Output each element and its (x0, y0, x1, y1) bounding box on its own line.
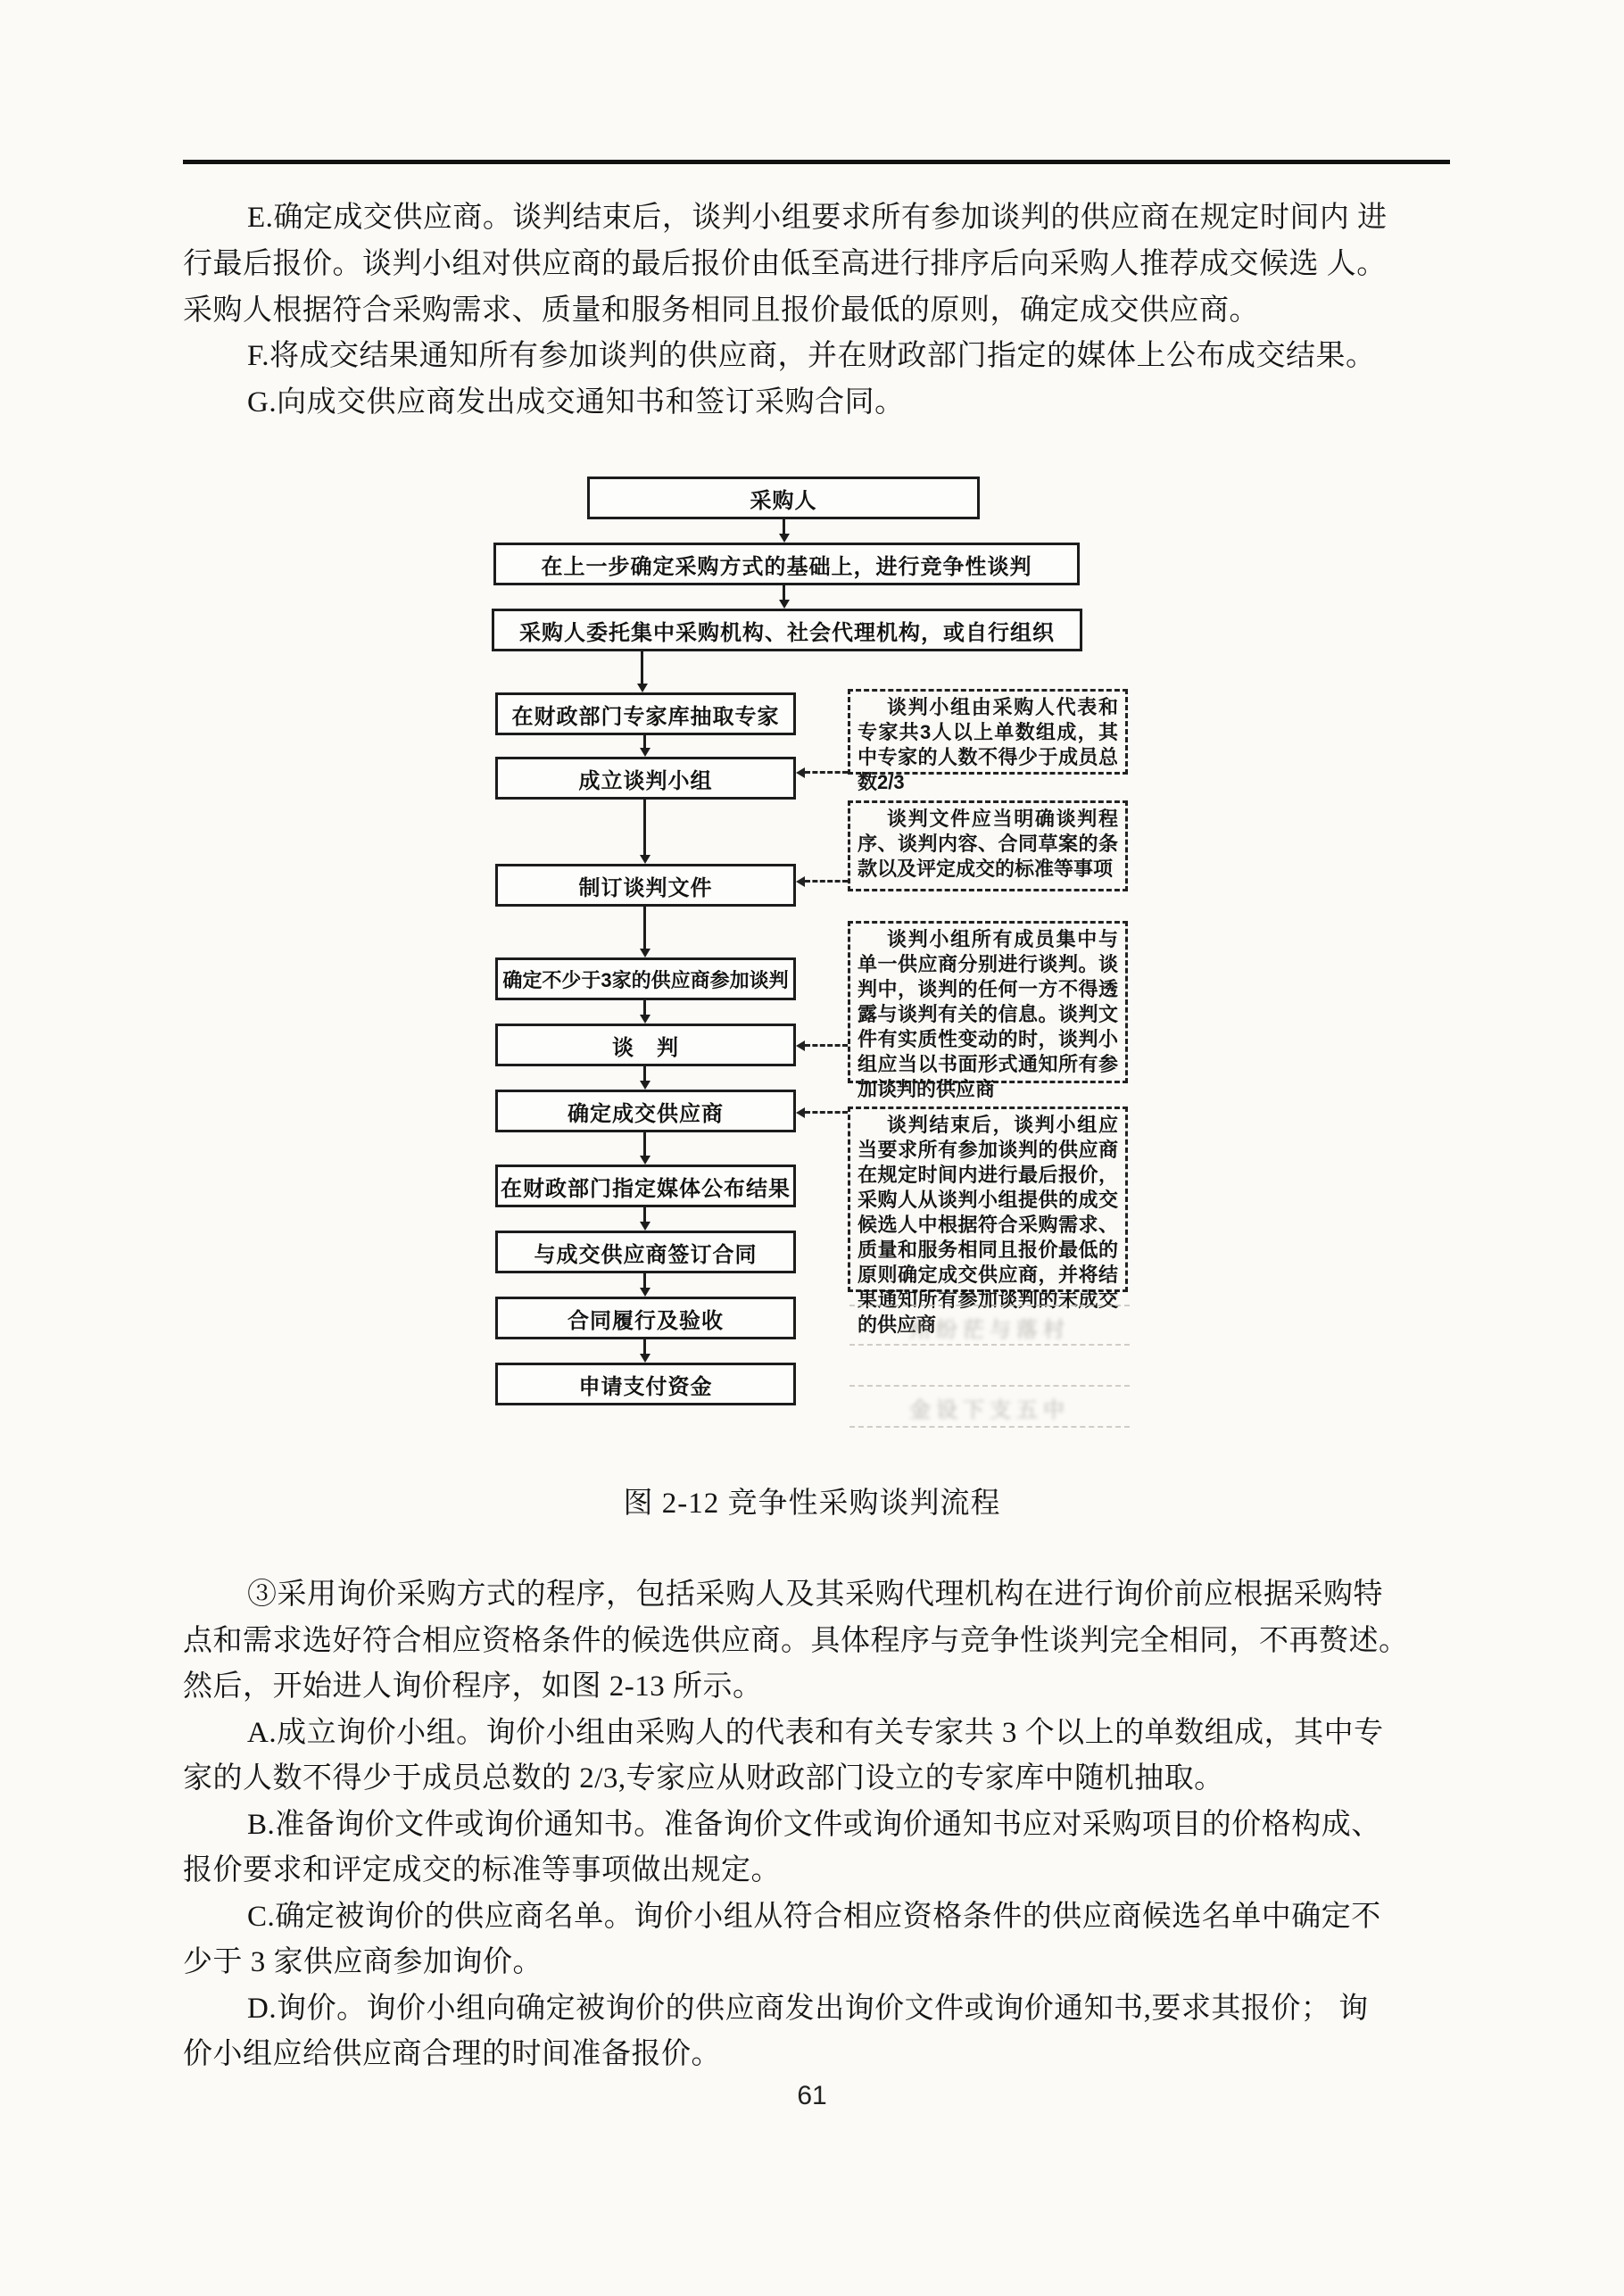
flow-arrow-down-5 (643, 800, 646, 856)
bleed-through-line (849, 1385, 1130, 1387)
paragraph-line: ③采用询价采购方式的程序，包括采购人及其采购代理机构在进行询价前应根据采购特 (247, 1579, 1383, 1611)
flow-arrow-down-9 (643, 1132, 646, 1156)
paragraph-line: G.向成交供应商发出成交通知书和签订采购合同。 (247, 386, 905, 419)
flow-box-request-payment: 申请支付资金 (495, 1363, 796, 1405)
bleed-through-artifact: 金设下支五中 (909, 1398, 1070, 1422)
paragraph-line: B.准备询价文件或询价通知书。准备询价文件或询价通知书应对采购项目的价格构成、 (247, 1809, 1381, 1841)
flow-note-team-composition: 谈判小组由采购人代表和专家共3人以上单数组成，其中专家的人数不得少于成员总数2/3 (848, 689, 1128, 775)
flow-box-confirm-winner: 确定成交供应商 (495, 1090, 796, 1132)
flow-box-form-team: 成立谈判小组 (495, 757, 796, 800)
note-arrow-2 (805, 880, 848, 883)
flow-box-min-3-suppliers: 确定不少于3家的供应商参加谈判 (495, 957, 796, 1000)
flow-arrow-down-10 (643, 1207, 646, 1223)
paragraph-line: 然后，开始进人询价程序，如图 2-13 所示。 (183, 1670, 763, 1703)
flow-arrow-down-1 (783, 519, 785, 535)
flow-arrow-down-2 (783, 585, 785, 601)
flow-arrow-down-4 (643, 735, 646, 749)
flow-arrow-down-7 (643, 1000, 646, 1015)
paragraph-line: 少于 3 家供应商参加询价。 (183, 1946, 543, 1978)
paragraph-line: 采购人根据符合采购需求、质量和服务相同且报价最低的原则，确定成交供应商。 (183, 294, 1259, 327)
note-arrow-1 (805, 771, 848, 774)
flow-note-document-content: 谈判文件应当明确谈判程序、谈判内容、合同草案的条款以及评定成交的标准等事项 (848, 800, 1128, 891)
flow-arrow-down-3 (641, 651, 643, 684)
paragraph-line: 报价要求和评定成交的标准等事项做出规定。 (183, 1854, 781, 1886)
flow-arrow-down-6 (643, 907, 646, 949)
flow-note-final-quote-rules: 谈判结束后，谈判小组应当要求所有参加谈判的供应商在规定时间内进行最后报价，采购人从谈判小组提供的成交候选人中根据符合采购需求、质量和服务相同且报价最低的原则确定成交供应商，并将结果通知所有参加谈判的未成交的供应商 (848, 1107, 1128, 1292)
flow-box-prepare-documents: 制订谈判文件 (495, 864, 796, 907)
flow-box-sign-contract: 与成交供应商签订合同 (495, 1231, 796, 1273)
note-arrow-3 (805, 1044, 848, 1047)
flow-box-draw-experts: 在财政部门专家库抽取专家 (495, 692, 796, 735)
flow-arrow-down-11 (643, 1273, 646, 1289)
paragraph-line: C.确定被询价的供应商名单。询价小组从符合相应资格条件的供应商候选名单中确定不 (247, 1901, 1381, 1933)
header-rule (183, 160, 1450, 164)
flow-arrow-down-12 (643, 1339, 646, 1355)
page-number: 61 (797, 2081, 827, 2110)
flow-note-negotiation-rules: 谈判小组所有成员集中与单一供应商分别进行谈判。谈判中，谈判的任何一方不得透露与谈判有关的信息。谈判文件有实质性变动的时，谈判小组应当以书面形式通知所有参加谈判的供应商 (848, 921, 1128, 1083)
paragraph-line: 家的人数不得少于成员总数的 2/3,专家应从财政部门设立的专家库中随机抽取。 (183, 1762, 1224, 1795)
figure-caption: 图 2-12 竞争性采购谈判流程 (623, 1488, 1001, 1520)
flow-box-negotiate: 谈 判 (495, 1024, 796, 1066)
note-arrow-4 (805, 1111, 848, 1114)
paragraph-line: F.将成交结果通知所有参加谈判的供应商，并在财政部门指定的媒体上公布成交结果。 (247, 340, 1376, 372)
bleed-through-line (849, 1344, 1130, 1346)
bleed-through-line (849, 1426, 1130, 1428)
paragraph-line: 价小组应给供应商合理的时间准备报价。 (183, 2038, 721, 2070)
flow-box-contract-acceptance: 合同履行及验收 (495, 1297, 796, 1339)
paragraph-line: A.成立询价小组。询价小组由采购人的代表和有关专家共 3 个以上的单数组成，其中专 (247, 1717, 1384, 1749)
flow-arrow-down-8 (643, 1066, 646, 1082)
bleed-through-line (849, 1305, 1130, 1306)
bleed-through-artifact: 州纷茫与落村 (909, 1318, 1070, 1342)
paragraph-line: D.询价。询价小组向确定被询价的供应商发出询价文件或询价通知书,要求其报价； 询 (247, 1993, 1369, 2025)
paragraph-line: E.确定成交供应商。谈判结束后，谈判小组要求所有参加谈判的供应商在规定时间内 进 (247, 202, 1388, 234)
paragraph-line: 点和需求选好符合相应资格条件的候选供应商。具体程序与竞争性谈判完全相同，不再赘述。 (183, 1625, 1409, 1657)
flow-box-negotiation-basis: 在上一步确定采购方式的基础上，进行竞争性谈判 (493, 543, 1080, 585)
flow-box-purchaser: 采购人 (587, 477, 980, 519)
flow-box-entrust-agency: 采购人委托集中采购机构、社会代理机构，或自行组织 (492, 609, 1082, 651)
paragraph-line: 行最后报价。谈判小组对供应商的最后报价由低至高进行排序后向采购人推荐成交候选 人。 (183, 248, 1387, 280)
flow-box-publish-result: 在财政部门指定媒体公布结果 (495, 1165, 796, 1207)
